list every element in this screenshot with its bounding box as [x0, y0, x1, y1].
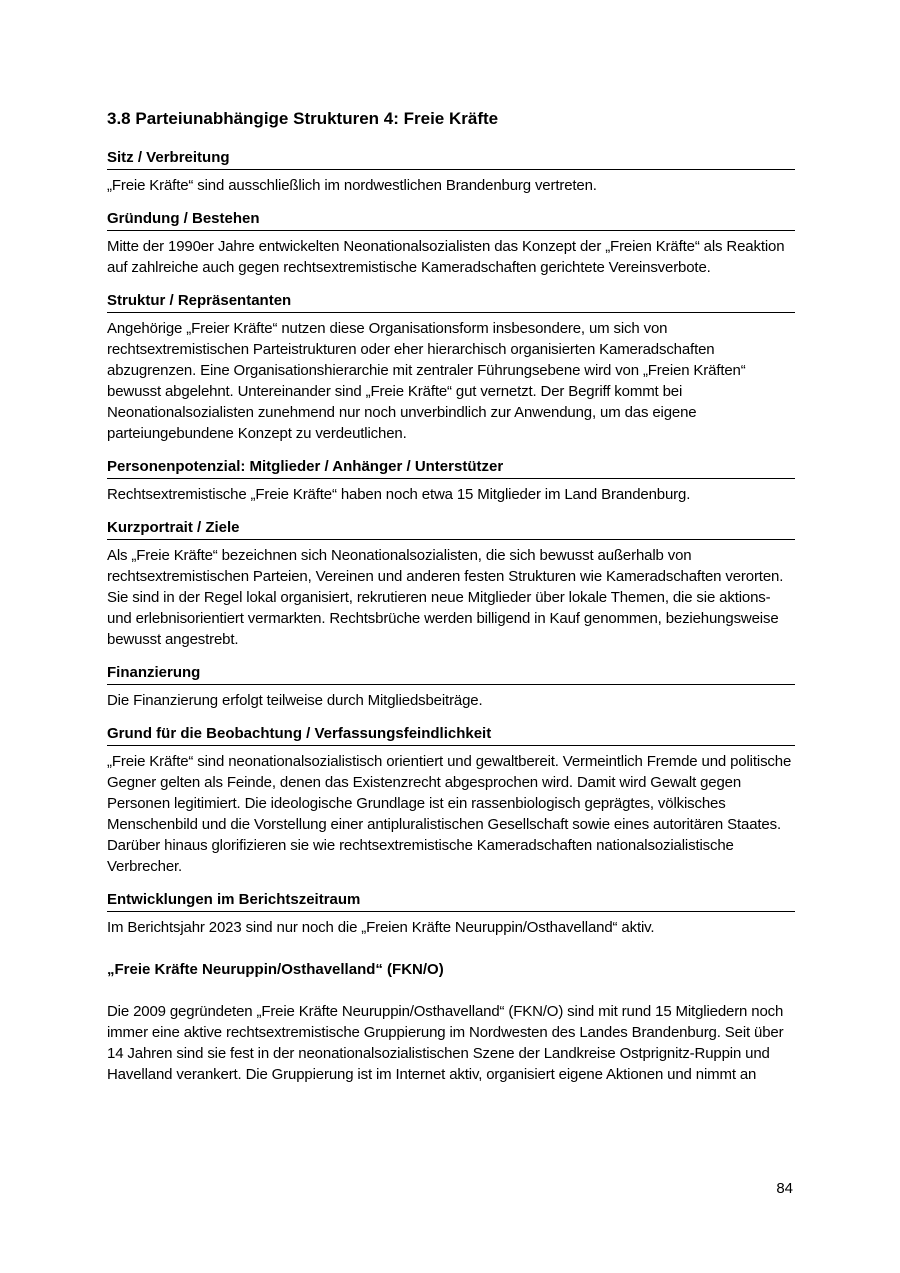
section-text: Im Berichtsjahr 2023 sind nur noch die „Freien Kräfte Neuruppin/Osthavelland“ aktiv.: [107, 919, 655, 936]
section-text: Als „Freie Kräfte“ bezeichnen sich Neonationalsozialisten, die sich bewusst außerhalb von rechtsextremistischen Parteien, Vereinen und anderen festen Strukturen wie Kameradschaften verorten. Sie sind in der Regel lokal organisiert, rekrutieren neue Mitglieder über lokale Themen, die sie aktions- und erlebnisorientiert vermarkten. Rechtsbrüche werden billigend in Kauf genommen, beziehungsweise bewusst angestrebt.: [107, 547, 784, 648]
subsection-text: Die 2009 gegründeten „Freie Kräfte Neuruppin/Osthavelland“ (FKN/O) sind mit rund 15 Mitgliedern noch immer eine aktive rechtsextremistische Gruppierung im Nordwesten des Landes Brandenburg. Seit über 14 Jahren sind sie fest in der neonationalsozialistischen Szene der Landkreise Ostprignitz-Ruppin und Havelland verankert. Die Gruppierung ist im Internet aktiv, organisiert eigene Aktionen und nimmt an: [107, 1003, 784, 1083]
section-heading: Finanzierung: [107, 663, 795, 685]
page-number: 84: [776, 1180, 793, 1197]
section-gruendung: [107, 209, 795, 278]
section-text: Die Finanzierung erfolgt teilweise durch Mitgliedsbeiträge.: [107, 692, 483, 709]
section-text: „Freie Kräfte“ sind neonationalsozialistisch orientiert und gewaltbereit. Vermeintlich Fremde und politische Gegner gelten als Feinde, denen das Existenzrecht abgesprochen wird. Damit wird Gewalt gegen Personen legitimiert. Die ideologische Grundlage ist ein rassenbiologisch geprägtes, völkisches Menschenbild und die Vorstellung einer antipluralistischen Gesellschaft sowie eines autoritären Staates. Darüber hinaus glorifizieren sie wie rechtsextremistische Kameradschaften nationalsozialistische Verbrecher.: [107, 753, 792, 875]
section-heading: Gründung / Bestehen: [107, 209, 795, 231]
section-heading: Personenpotenzial: Mitglieder / Anhänger / Unterstützer: [107, 457, 795, 479]
section-text: Rechtsextremistische „Freie Kräfte“ haben noch etwa 15 Mitglieder im Land Brandenburg.: [107, 486, 691, 503]
section-heading: Sitz / Verbreitung: [107, 148, 795, 170]
section-sitz: [107, 148, 795, 196]
section-personenpotenzial: [107, 457, 795, 505]
section-heading: Struktur / Repräsentanten: [107, 291, 795, 313]
section-kurzportrait: [107, 518, 795, 650]
section-text: Mitte der 1990er Jahre entwickelten Neonationalsozialisten das Konzept der „Freien Kräfte“ als Reaktion auf zahlreiche auch gegen rechtsextremistische Kameradschaften gerichtete Vereinsverbote.: [107, 238, 785, 276]
section-heading: Kurzportrait / Ziele: [107, 518, 795, 540]
section-text: „Freie Kräfte“ sind ausschließlich im nordwestlichen Brandenburg vertreten.: [107, 177, 597, 194]
section-struktur: [107, 291, 795, 444]
subsection-title: „Freie Kräfte Neuruppin/Osthavelland“ (FKN/O): [107, 961, 444, 978]
section-heading: Grund für die Beobachtung / Verfassungsfeindlichkeit: [107, 724, 795, 746]
section-entwicklungen: [107, 890, 795, 938]
document-page: [107, 108, 795, 1085]
chapter-title: 3.8 Parteiunabhängige Strukturen 4: Freie Kräfte: [107, 109, 499, 128]
section-finanzierung: [107, 663, 795, 711]
section-heading: Entwicklungen im Berichtszeitraum: [107, 890, 795, 912]
section-beobachtung: [107, 724, 795, 877]
section-text: Angehörige „Freier Kräfte“ nutzen diese Organisationsform insbesondere, um sich von rechtsextremistischen Parteistrukturen oder eher hierarchisch organisierten Kameradschaften abzugrenzen. Eine Organisationshierarchie mit zentraler Führungsebene wird von „Freien Kräften“ bewusst abgelehnt. Untereinander sind „Freie Kräfte“ gut vernetzt. Der Begriff kommt bei Neonationalsozialisten zunehmend nur noch unverbindlich zur Anwendung, um das eigene parteiungebundene Konzept zu verdeutlichen.: [107, 320, 746, 442]
